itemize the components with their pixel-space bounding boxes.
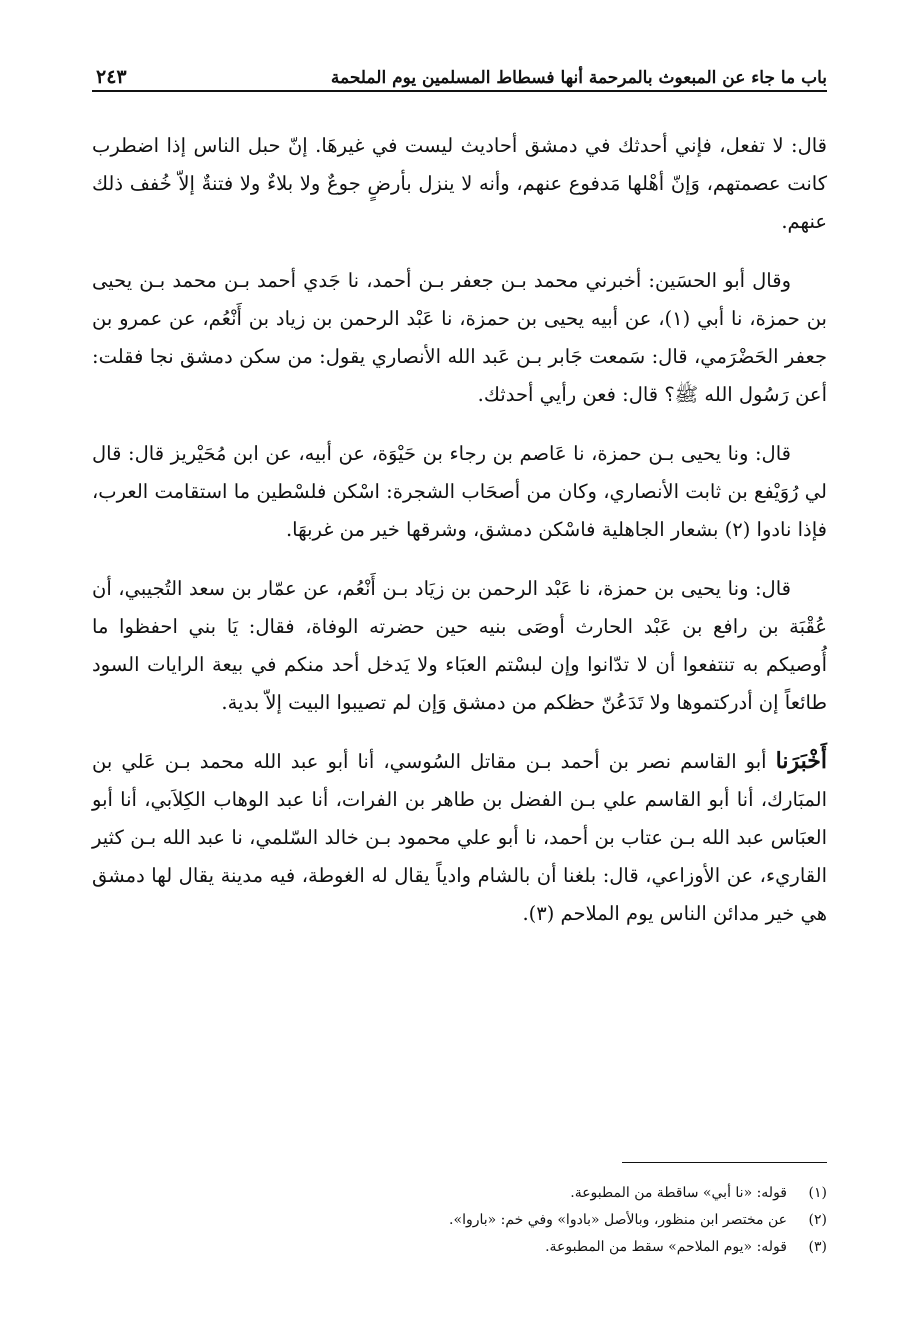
footnote-text: قوله: «يوم الملاحم» سقط من المطبوعة. [545, 1239, 787, 1255]
footnote-number: (٣) [808, 1239, 827, 1255]
paragraph-lead: أَخْبَرَنا [775, 748, 827, 774]
page-number: ٢٤٣ [96, 66, 127, 88]
paragraph-1 [92, 126, 827, 241]
book-page [92, 0, 827, 1337]
footnote-1 [92, 1180, 827, 1207]
paragraph-text: قال: لا تفعل، فإني أحدثك في دمشق أحاديث ليست في غيرهَا. إنّ حبل الناس إذا اضطرب كانت عصمتهم، وَإنّ أهْلها مَدفوع عنهم، وأنه لا ينزل بأرضٍ جوعٌ ولا بلاءٌ ولا فتنةٌ إلاّ خُفف ذلك عنهم. [92, 134, 827, 233]
footnote-3 [92, 1234, 827, 1261]
paragraph-text: قال: ونا يحيى بـن حمزة، نا عَاصم بن رجاء بن حَيْوَة، عن أبيه، عن ابن مُحَيْريز قال: قال لي رُوَيْفع بن ثابت الأنصاري، وكان من أصحَاب الشجرة: اسْكن فلسْطين ما استقامت العرب، فإذا نادوا (٢) بشعار الجاهلية فاسْكن دمشق، وشرقها خير من غربهَا. [92, 442, 827, 541]
paragraph-5 [92, 742, 827, 933]
footnote-number: (١) [808, 1185, 827, 1201]
paragraph-text: أبو القاسم نصر بن أحمد بـن مقاتل السُوسي، أنا أبو عبد الله محمد بـن عَلي بن المبَارك، أنا أبو القاسم علي بـن الفضل بن طاهر بن الفرات، أنا عبد الوهاب الكِلاَبي، أنا أبو العبَاس عبد الله بـن عتاب بن أحمد، نا أبو علي محمود بـن خالد السّلمي، نا عبد الله بـن كثير القاريء، عن الأوزاعي، قال: بلغنا أن بالشام وادياً يقال له الغوطة، فيه مدينة يقال لها دمشق هي خير مدائن الناس يوم الملاحم (٣). [92, 750, 827, 925]
footnote-2 [92, 1207, 827, 1234]
main-text [92, 126, 827, 953]
footnote-number: (٢) [808, 1212, 827, 1228]
paragraph-text: قال: ونا يحيى بن حمزة، نا عَبْد الرحمن بن زيَاد بـن أَنْعُم، عن عمّار بن سعد التُجيبي، أن عُقْبَة بن رافع بن عَبْد الحارث أوصَى بنيه حين حضرته الوفاة، فقال: يَا بني احفظوا ما أُوصيكم به تنتفعوا أن لا تدّانوا وإن لبسْتم العبَاء ولا يَدخل أحد منكم في بيعة الرايات السود طائعاً إن أدركتموها ولا تَدَعُنّ حظكم من دمشق وَإن لم تصيبوا البيت إلاّ بدية. [92, 577, 827, 714]
paragraph-2 [92, 261, 827, 414]
paragraph-4 [92, 569, 827, 722]
chapter-title: باب ما جاء عن المبعوث بالمرحمة أنها فسطاط المسلمين يوم الملحمة [330, 68, 827, 88]
paragraph-text: وقال أبو الحسَين: أخبرني محمد بـن جعفر بـن أحمد، نا جَدي أحمد بـن محمد بـن يحيى بن حمزة، نا أبي (١)، عن أبيه يحيى بن حمزة، نا عَبْد الرحمن بن زياد بن أَنْعُم، عن عمرو بن جعفر الحَضْرَمي، قال: سَمعت جَابر بـن عَبد الله الأنصاري يقول: من سكن دمشق نجا فقلت: أعن رَسُول الله ﷺ؟ قال: فعن رأيي أحدثك. [92, 269, 827, 406]
footnote-divider [622, 1162, 827, 1163]
footnotes [92, 1180, 827, 1261]
footnote-text: قوله: «نا أبي» ساقطة من المطبوعة. [570, 1185, 787, 1201]
running-header [92, 56, 827, 92]
paragraph-3 [92, 434, 827, 549]
footnote-text: عن مختصر ابن منظور، وبالأصل «بادوا» وفي خ‍م: «باروا». [449, 1212, 787, 1228]
